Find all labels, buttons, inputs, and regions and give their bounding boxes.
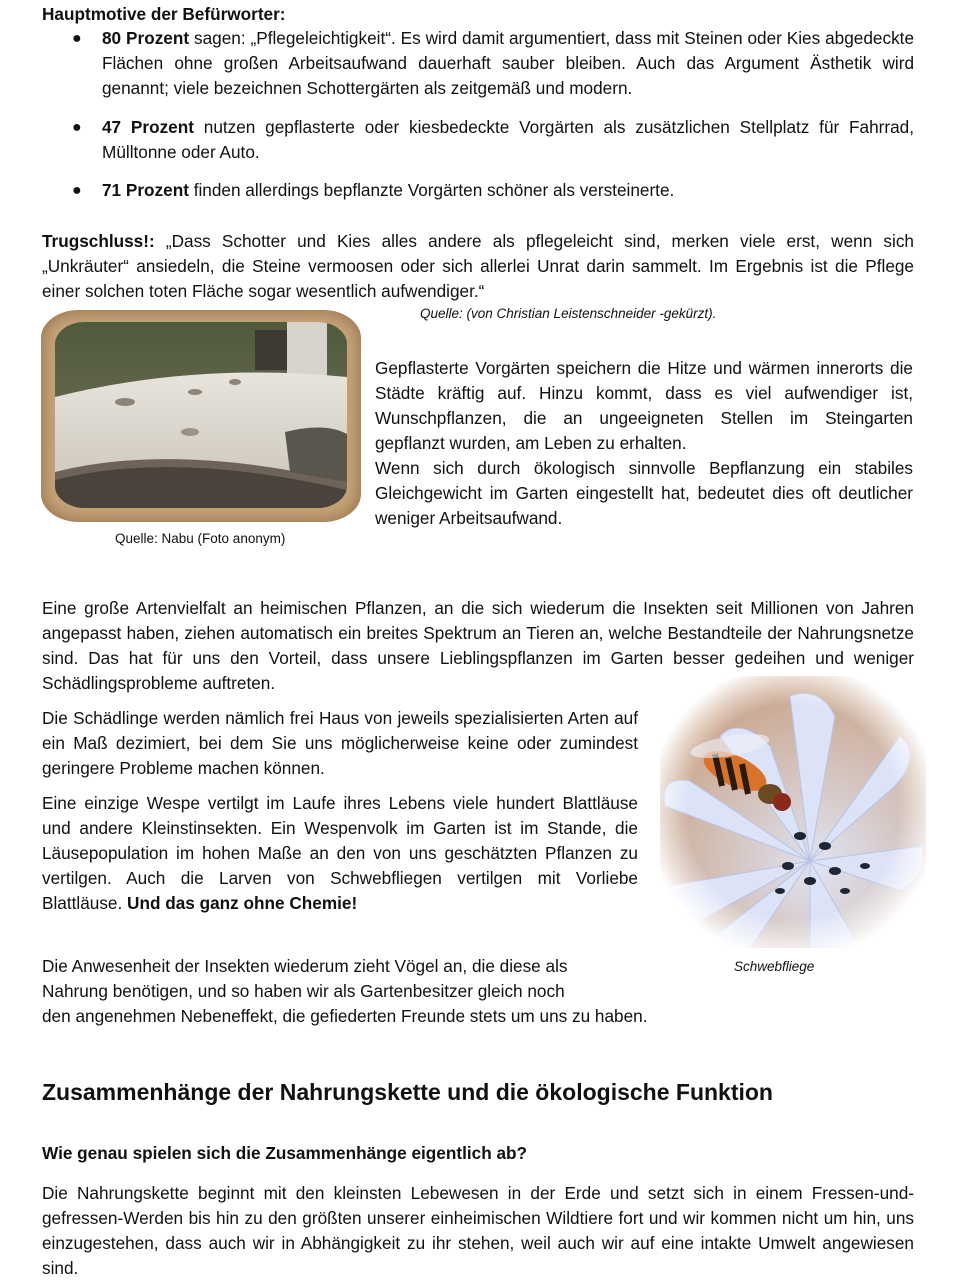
wespe-bold: Und das ganz ohne Chemie! bbox=[127, 893, 358, 913]
trugschluss-label: Trugschluss!: bbox=[42, 231, 155, 251]
trugschluss-text: „Dass Schotter und Kies alles andere als pflegeleicht sind, merken viele erst, wenn sich „Unkräuter“ ansiedeln, die Steine vermoosen oder sich allerlei Unrat darin sammelt. Im Ergebnis ist die Pflege einer solchen toten Fläche sogar wesentlich aufwendiger.“ bbox=[42, 231, 914, 301]
bullet-dot-icon: ● bbox=[72, 182, 82, 199]
voegel-line: Die Anwesenheit der Insekten wiederum zieht Vögel an, die diese als bbox=[42, 956, 568, 976]
bullet-item bbox=[72, 115, 914, 165]
section-heading: Hauptmotive der Befürworter: bbox=[42, 4, 286, 24]
trugschluss-paragraph bbox=[42, 229, 914, 304]
trugschluss-source: Quelle: (von Christian Leistenschneider -gekürzt). bbox=[420, 306, 717, 321]
gravel-garden-photo bbox=[41, 310, 361, 522]
bullet-item bbox=[72, 178, 914, 203]
voegel-line: den angenehmen Nebeneffekt, die gefiederten Freunde stets um uns zu haben. bbox=[42, 1006, 648, 1026]
bullet-text: finden allerdings bepflanzte Vorgärten schöner als versteinerte. bbox=[188, 180, 675, 200]
bullet-dot-icon: ● bbox=[72, 119, 82, 136]
bullet-bold: 80 Prozent bbox=[102, 28, 190, 48]
section-title: Zusammenhänge der Nahrungskette und die ökologische Funktion bbox=[42, 1079, 773, 1105]
voegel-line: Nahrung benötigen, und so haben wir als Gartenbesitzer gleich noch bbox=[42, 981, 565, 1001]
photo-caption: Quelle: Nabu (Foto anonym) bbox=[115, 531, 286, 546]
hoverfly-image bbox=[660, 676, 926, 948]
schaedlinge-paragraph: Die Schädlinge werden nämlich frei Haus von jeweils spezialisierten Arten auf ein Maß dezimiert, bei dem Sie uns möglicherweise keine oder zumindest geringere Probleme machen können. bbox=[42, 708, 638, 778]
wespe-paragraph bbox=[42, 791, 638, 916]
nahrungskette-paragraph: Die Nahrungskette beginnt mit den kleinsten Lebewesen in der Erde und setzt sich in einem Fressen-und-gefressen-Werden bis hin zu den größten unserer einheimischen Wildtiere fort und wir kommen nicht um hin, uns einzugestehen, dass auch wir in Abhängigkeit zu ihr stehen, weil auch wir auf eine intakte Umwelt angewiesen sind. bbox=[42, 1183, 914, 1278]
wespe-text: Eine einzige Wespe vertilgt im Laufe ihres Lebens viele hundert Blattläuse und andere Kleinstinsekten. Ein Wespenvolk im Garten ist im Stande, die Läusepopulation im hohen Maße an den von uns geschätzten Pflanzen zu vertilgen. Auch die Larven von Schwebfliegen vertilgen mit Vorliebe Blattläuse. bbox=[42, 793, 638, 913]
section-subtitle: Wie genau spielen sich die Zusammenhänge eigentlich ab? bbox=[42, 1143, 528, 1163]
right-paragraph-1: Gepflasterte Vorgärten speichern die Hitze und wärmen innerorts die Städte kräftig auf. Hinzu kommt, dass es viel aufwendiger ist, Wunschpflanzen, die an ungeeigneten Stellen im Steingarten gepflanzt wurden, am Leben zu erhalten. bbox=[375, 358, 913, 453]
gravel-garden-image bbox=[55, 322, 347, 508]
bullet-bold: 71 Prozent bbox=[102, 180, 189, 200]
right-paragraph-2: Wenn sich durch ökologisch sinnvolle Bepflanzung ein stabiles Gleichgewicht im Garten eingestellt hat, bedeutet dies oft deutlicher weniger Arbeitsaufwand. bbox=[375, 458, 913, 528]
bullet-text: sagen: „Pflegeleichtigkeit“. Es wird damit argumentiert, dass mit Steinen oder Kies abgedeckte Flächen ohne großen Arbeitsaufwand dauerhaft sauber bleiben. Auch das Argument Ästhetik wird genannt; viele bezeichnen Schottergärten als zeitgemäß und modern. bbox=[102, 28, 915, 98]
bullet-bold: 47 Prozent bbox=[102, 117, 194, 137]
bullet-dot-icon: ● bbox=[72, 30, 82, 47]
artenvielfalt-paragraph: Eine große Artenvielfalt an heimischen Pflanzen, an die sich wiederum die Insekten seit Millionen von Jahren angepasst haben, ziehen automatisch ein breites Spektrum an Tieren an, welche Bestandteile der Nahrungsnetze sind. Das hat für uns den Vorteil, dass unsere Lieblingspflanzen im Garten besser gedeihen und weniger Schädlingsprobleme auftreten. bbox=[42, 598, 914, 693]
photo-caption: Schwebfliege bbox=[734, 959, 815, 974]
bullet-item bbox=[72, 26, 915, 101]
bullet-text: nutzen gepflasterte oder kiesbedeckte Vorgärten als zusätzlichen Stellplatz für Fahrrad, Mülltonne oder Auto. bbox=[102, 117, 914, 162]
hoverfly-photo bbox=[660, 676, 926, 948]
